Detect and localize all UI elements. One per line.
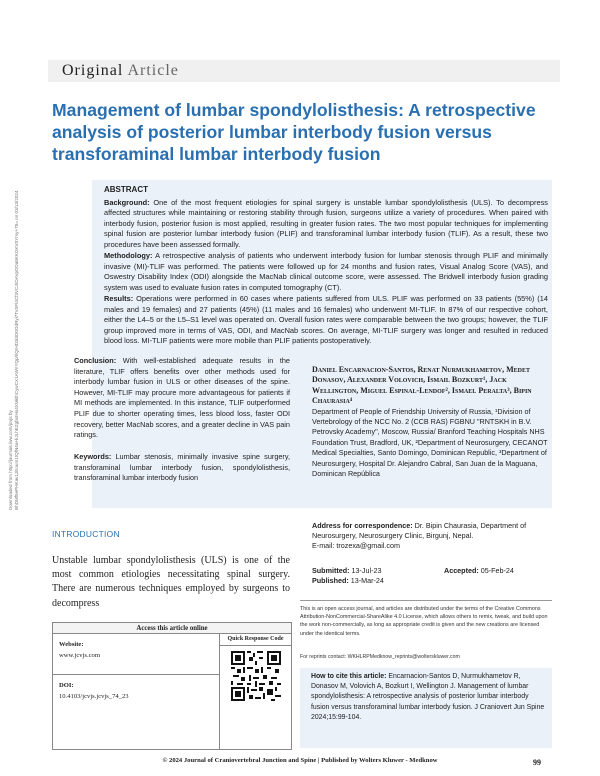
doi-label: DOI:: [59, 682, 74, 689]
page-footer: © 2024 Journal of Craniovertebral Junction and Spine | Published by Wolters Kluwer - Medknow: [162, 757, 438, 764]
keywords-text: Lumbar stenosis, minimally invasive spine surgery, transforaminal lumbar interbody fusion, spondylolisthesis, transforaminal lumbar interbody fusion: [74, 452, 290, 483]
conclusion-text: With well-established adequate results in the literature, TLIF offers benefits over other methods used for interbody lumbar fusion in ULS or other diseases of the spine. However, MI-TLIF may procure more advantageous for patients if MI methods are implemented. In this instance, TLIF outperformed PLIF due to shorter operating times, less blood loss, faster ODI recovery, better MacNab scores, and a greater decline in VAS pain ratings.: [74, 356, 290, 440]
conclusion-label: Conclusion:: [74, 356, 117, 365]
doi-block: [59, 680, 129, 702]
download-watermark: [4, 140, 26, 510]
published-label: Published:: [312, 576, 349, 585]
submitted-date: 13-Jul-23: [351, 566, 382, 575]
website-block: [59, 639, 215, 661]
author-affiliations: Department of People of Friendship University of Russia, ¹Division of Vertebrology of the NCC No. 2 (CCB RAS) FGBNU "RNTSKH in B.V. Petrovsky Academy", Moscow, Russia/ Branford Teaching Hospitals NHS Foundation Trust, Bradford, UK, ²Department of Neurosurgery, CECANOT Medical Specialties, Santo Domingo, Dominican Republic, ³Department of Neurosurgery, Hospital Dr. Alejandro Cabral, San Juan de la Maguana, Dominican República: [312, 406, 548, 479]
published-date: 13-Mar-24: [350, 576, 384, 585]
page-number: 99: [533, 758, 541, 767]
background-text: One of the most frequent etiologies for spinal surgery is unstable lumbar spondylolisthesis (ULS). To decompress affected structures while maintaining or restoring stability through fusion, surgeons utilize a variety of procedures. When paired with interbody fusion, posterior fusion is most applied, resulting in greater fusion rates. The two most popular techniques for implementing spinal fusion are posterior lumbar interbody fusion (PLIF) and transforaminal lumbar interbody fusion (TLIF). As a result, these two procedures have been assessed formally.: [104, 197, 548, 249]
correspondence-address: Department of Neurosurgery, Neurosurgery Clinic, Birgunj, Nepal.: [312, 521, 527, 540]
download-watermark-text: Downloaded from http://journals.lww.com/jcvjs by BhDMf5ePHKav1zEoum1tQfN4a+kJLhEZgbsIHo4XMi0hCywCX1AWnYQp/IlQrHD3i3D0OdRyi7TvSFl4Cf3VC4/OAVpDDa8KKGKV0Ymy+78= on 03/13/2024: [8, 190, 19, 510]
article-dates: [312, 566, 552, 586]
section-label: [62, 62, 179, 80]
access-divider-h: [53, 674, 219, 675]
accepted-date: 05-Feb-24: [480, 566, 514, 575]
access-header: Access this article online: [53, 623, 291, 634]
qr-label: Quick Response Code: [219, 634, 292, 646]
background-label: Background:: [104, 197, 150, 207]
abstract: [104, 185, 548, 348]
methodology-label: Methodology:: [104, 251, 153, 260]
results-text: Operations were performed in 60 cases where patients suffered from ULS. PLIF was performed on 33 patients (55%) (14 males and 19 females) and 27 patients (45%) (11 males and 16 females) who underwent MI-TLIF. In 87% of our respective cohort, either the L4–5 or the L5–S1 level was operated on. Overall fusion rates were comparable between the two groups; however, the TLIF group improved more in terms of VAS, ODI, and MacNab scores. On average, MI-TLIF surgery was longer and resulted in reduced blood loss. MI-TLIF patients were more mobile than PLIF patients postoperatively.: [104, 294, 548, 345]
website-label: Website:: [59, 641, 84, 648]
access-article-box: [52, 622, 292, 750]
correspondence-name: Dr. Bipin Chaurasia,: [414, 521, 479, 530]
correspondence: [312, 521, 552, 551]
author-names: Daniel Encarnacion-Santos, Renat Nurmukhametov, Medet Donasov, Alexander Volovich, Ismail Bozkurt¹, Jack Wellington, Miguel Espinal-Lendof², Ismael Peralta³, Bipin Chaurasia⁴: [312, 365, 532, 406]
abstract-heading: ABSTRACT: [104, 185, 148, 194]
submitted-label: Submitted:: [312, 566, 350, 575]
abstract-methodology: [104, 251, 548, 293]
accepted-label: Accepted:: [444, 566, 479, 575]
keywords-label: Keywords:: [74, 452, 112, 461]
correspondence-label: Address for correspondence:: [312, 521, 413, 530]
section-label-second: Article: [127, 62, 179, 79]
access-divider-v: [219, 634, 220, 750]
correspondence-email[interactable]: E-mail: trozexa@gmail.com: [312, 541, 400, 550]
article-title: Management of lumbar spondylolisthesis: A retrospective analysis of posterior lumbar interbody fusion versus transforaminal lumbar interbody fusion: [52, 100, 536, 164]
abstract-background: [104, 198, 548, 251]
abstract-keywords: [74, 452, 290, 484]
section-label-first: Original: [62, 62, 124, 79]
introduction-text: Unstable lumbar spondylolisthesis (ULS) is one of the most common etiologies necessitating spinal surgery. There are numerous techniques employed by surgeons to decompress: [52, 555, 290, 609]
citation-label: How to cite this article:: [311, 673, 387, 680]
website-link[interactable]: www.jcvjs.com: [59, 652, 100, 659]
citation: [311, 672, 547, 723]
abstract-results: [104, 294, 548, 347]
reprints-contact[interactable]: For reprints contact: WKHLRPMedknow_reprints@wolterskluwer.com: [300, 654, 460, 660]
qr-code-icon[interactable]: [231, 651, 281, 701]
abstract-conclusion: [74, 356, 290, 441]
introduction-heading: INTRODUCTION: [52, 529, 120, 539]
doi-value[interactable]: 10.4103/jcvjs.jcvjs_74_23: [59, 693, 129, 700]
license-notice: This is an open access journal, and articles are distributed under the terms of the Creative Commons Attribution-NonCommercial-ShareAlike 4.0 License, which allows others to remix, tweak, and build upon the work non-commercially, as long as appropriate credit is given and the new creations are licensed under the identical terms.: [300, 600, 552, 638]
authors: [312, 365, 548, 479]
methodology-text: A retrospective analysis of patients who underwent interbody fusion for lumbar stenosis through PLIF and minimally invasive (MI)-TLIF was performed. The patients were followed up for 24 months and fusion rates, Visual Analog Score (VAS), and Oswestry Disability Index (ODI) alongside the MacNab clinical outcome score, were assessed. The Bridwell interbody fusion grading system was used to evaluate fusion rates in computed tomography (CT).: [104, 251, 548, 292]
results-label: Results:: [104, 294, 134, 303]
citation-text: Encarnacion-Santos D, Nurmukhametov R, Donasov M, Volovich A, Bozkurt I, Wellington J. Management of lumbar spondylolisthesis: A retrospective analysis of posterior lumbar interbody fusion versus transforaminal lumbar interbody fusion. J Craniovert Jun Spine 2024;15:99-104.: [311, 673, 545, 721]
